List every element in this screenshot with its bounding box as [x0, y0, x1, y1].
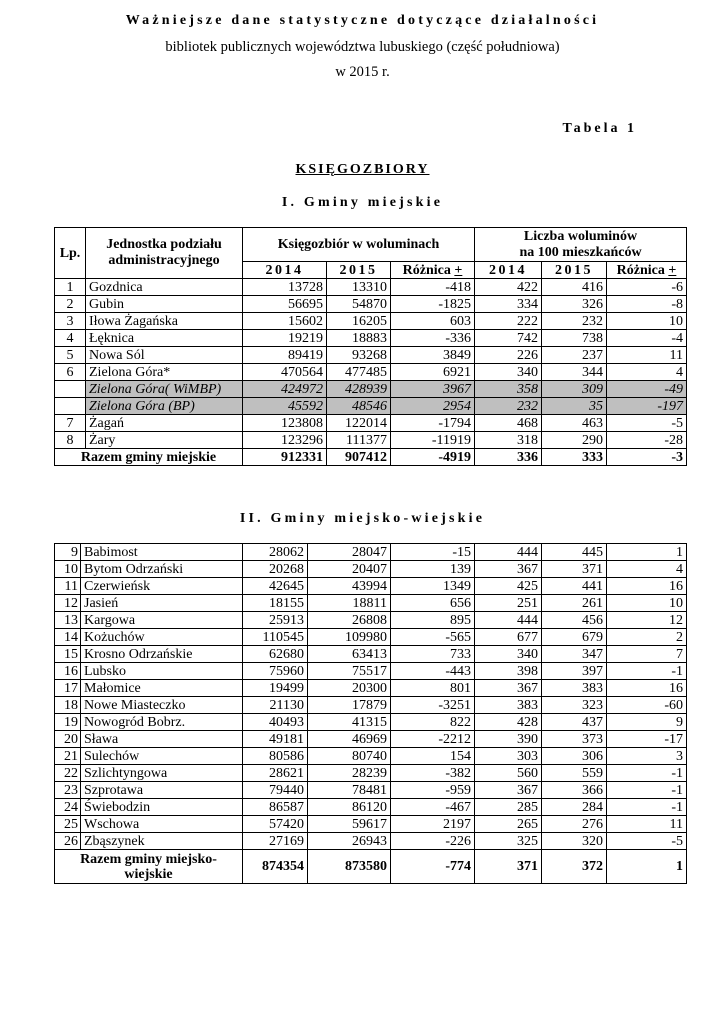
- cell-v2014: 19499: [243, 680, 308, 697]
- cell-name: Żary: [86, 432, 243, 449]
- table-row: [55, 799, 687, 816]
- cell-v2015: 477485: [327, 364, 391, 381]
- cell-pdiff: 11: [607, 347, 687, 364]
- cell-name: Babimost: [81, 544, 243, 561]
- cell-p2014: 560: [475, 765, 542, 782]
- table-total-row: [55, 449, 687, 466]
- cell-name: Zielona Góra( WiMBP): [86, 381, 243, 398]
- cell-p2014: 468: [475, 415, 542, 432]
- cell-p2014: 367: [475, 782, 542, 799]
- table-row: [55, 680, 687, 697]
- cell-v2015: 46969: [308, 731, 391, 748]
- cell-lp: 1: [55, 279, 86, 296]
- cell-lp: 17: [55, 680, 81, 697]
- cell-v2014: 79440: [243, 782, 308, 799]
- cell-name: Szprotawa: [81, 782, 243, 799]
- cell-v2015: 122014: [327, 415, 391, 432]
- cell-v2015: 428939: [327, 381, 391, 398]
- col-header-p2014: 2014: [475, 262, 542, 279]
- cell-lp: 9: [55, 544, 81, 561]
- cell-total-pdiff: -3: [607, 449, 687, 466]
- table-row: [55, 561, 687, 578]
- cell-vdiff: 154: [391, 748, 475, 765]
- cell-v2014: 49181: [243, 731, 308, 748]
- cell-vdiff: 139: [391, 561, 475, 578]
- cell-p2015: 261: [542, 595, 607, 612]
- cell-v2014: 57420: [243, 816, 308, 833]
- table-row: [55, 578, 687, 595]
- cell-v2015: 28047: [308, 544, 391, 561]
- cell-lp: 23: [55, 782, 81, 799]
- cell-p2014: 251: [475, 595, 542, 612]
- col-header-lp: Lp.: [55, 228, 86, 279]
- cell-lp: [55, 381, 86, 398]
- cell-p2014: 318: [475, 432, 542, 449]
- cell-v2014: 18155: [243, 595, 308, 612]
- cell-vdiff: -959: [391, 782, 475, 799]
- cell-lp: 8: [55, 432, 86, 449]
- table-row: [55, 313, 687, 330]
- cell-p2014: 232: [475, 398, 542, 415]
- cell-vdiff: -336: [391, 330, 475, 347]
- table-row: [55, 595, 687, 612]
- cell-p2014: 444: [475, 544, 542, 561]
- cell-name: Świebodzin: [81, 799, 243, 816]
- cell-v2014: 75960: [243, 663, 308, 680]
- cell-pdiff: 16: [607, 578, 687, 595]
- table-row: [55, 833, 687, 850]
- cell-total-v2015: 873580: [308, 850, 391, 884]
- cell-v2014: 42645: [243, 578, 308, 595]
- cell-v2014: 62680: [243, 646, 308, 663]
- cell-v2014: 21130: [243, 697, 308, 714]
- cell-p2015: 441: [542, 578, 607, 595]
- cell-v2014: 56695: [243, 296, 327, 313]
- cell-v2014: 28621: [243, 765, 308, 782]
- col-header-vdiff-pm: +: [454, 262, 463, 278]
- cell-p2015: 397: [542, 663, 607, 680]
- cell-total-p2014: 371: [475, 850, 542, 884]
- cell-pdiff: 7: [607, 646, 687, 663]
- cell-name: Zielona Góra (BP): [86, 398, 243, 415]
- cell-p2014: 285: [475, 799, 542, 816]
- cell-p2015: 320: [542, 833, 607, 850]
- cell-lp: 25: [55, 816, 81, 833]
- cell-v2014: 89419: [243, 347, 327, 364]
- cell-v2014: 123296: [243, 432, 327, 449]
- cell-v2014: 13728: [243, 279, 327, 296]
- cell-p2014: 334: [475, 296, 542, 313]
- cell-lp: 11: [55, 578, 81, 595]
- cell-lp: [55, 398, 86, 415]
- cell-name: Czerwieńsk: [81, 578, 243, 595]
- cell-lp: 5: [55, 347, 86, 364]
- cell-v2015: 18811: [308, 595, 391, 612]
- cell-pdiff: 16: [607, 680, 687, 697]
- cell-name: Małomice: [81, 680, 243, 697]
- cell-total-v2015: 907412: [327, 449, 391, 466]
- table-row: [55, 381, 687, 398]
- cell-v2014: 15602: [243, 313, 327, 330]
- cell-p2014: 422: [475, 279, 542, 296]
- table-row: [55, 748, 687, 765]
- cell-lp: 7: [55, 415, 86, 432]
- cell-p2014: 303: [475, 748, 542, 765]
- cell-pdiff: 12: [607, 612, 687, 629]
- cell-lp: 15: [55, 646, 81, 663]
- cell-v2014: 45592: [243, 398, 327, 415]
- col-header-v2015: 2015: [327, 262, 391, 279]
- cell-name: Bytom Odrzański: [81, 561, 243, 578]
- cell-name: Iłowa Żagańska: [86, 313, 243, 330]
- table-row: [55, 415, 687, 432]
- cell-pdiff: 4: [607, 364, 687, 381]
- cell-v2014: 20268: [243, 561, 308, 578]
- cell-name: Nowogród Bobrz.: [81, 714, 243, 731]
- cell-v2014: 424972: [243, 381, 327, 398]
- cell-pdiff: -6: [607, 279, 687, 296]
- cell-v2015: 43994: [308, 578, 391, 595]
- cell-v2014: 123808: [243, 415, 327, 432]
- cell-total-label: Razem gminy miejskie: [55, 449, 243, 466]
- cell-lp: 4: [55, 330, 86, 347]
- cell-p2014: 222: [475, 313, 542, 330]
- table-row: [55, 544, 687, 561]
- col-header-pdiff-pm: +: [668, 262, 677, 278]
- cell-vdiff: -1794: [391, 415, 475, 432]
- table-row: [55, 816, 687, 833]
- table-row: [55, 697, 687, 714]
- cell-v2015: 75517: [308, 663, 391, 680]
- cell-p2015: 559: [542, 765, 607, 782]
- cell-pdiff: 10: [607, 313, 687, 330]
- cell-p2014: 677: [475, 629, 542, 646]
- cell-p2015: 738: [542, 330, 607, 347]
- cell-v2015: 28239: [308, 765, 391, 782]
- cell-vdiff: -443: [391, 663, 475, 680]
- cell-name: Jasień: [81, 595, 243, 612]
- col-header-v2014: 2014: [243, 262, 327, 279]
- cell-lp: 16: [55, 663, 81, 680]
- cell-p2014: 340: [475, 646, 542, 663]
- cell-vdiff: 733: [391, 646, 475, 663]
- cell-p2014: 742: [475, 330, 542, 347]
- table-row: [55, 646, 687, 663]
- cell-lp: 10: [55, 561, 81, 578]
- cell-lp: 12: [55, 595, 81, 612]
- table-label: Tabela 1: [562, 121, 637, 136]
- cell-vdiff: -226: [391, 833, 475, 850]
- col-header-unit: Jednostka podziału administracyjnego: [86, 228, 243, 279]
- cell-p2015: 290: [542, 432, 607, 449]
- cell-vdiff: -1825: [391, 296, 475, 313]
- cell-p2015: 306: [542, 748, 607, 765]
- cell-v2014: 80586: [243, 748, 308, 765]
- cell-lp: 24: [55, 799, 81, 816]
- cell-p2015: 232: [542, 313, 607, 330]
- cell-vdiff: 603: [391, 313, 475, 330]
- cell-total-label: Razem gminy miejsko-wiejskie: [55, 850, 243, 884]
- cell-p2015: 309: [542, 381, 607, 398]
- cell-pdiff: -17: [607, 731, 687, 748]
- cell-p2015: 445: [542, 544, 607, 561]
- cell-p2014: 367: [475, 680, 542, 697]
- cell-name: Wschowa: [81, 816, 243, 833]
- cell-lp: 2: [55, 296, 86, 313]
- cell-p2014: 367: [475, 561, 542, 578]
- cell-name: Sława: [81, 731, 243, 748]
- cell-p2014: 383: [475, 697, 542, 714]
- cell-lp: 22: [55, 765, 81, 782]
- cell-vdiff: -15: [391, 544, 475, 561]
- cell-p2015: 284: [542, 799, 607, 816]
- cell-pdiff: 10: [607, 595, 687, 612]
- cell-vdiff: 656: [391, 595, 475, 612]
- col-header-per100-line1: Liczba woluminów: [523, 228, 638, 244]
- cell-p2015: 463: [542, 415, 607, 432]
- cell-pdiff: -4: [607, 330, 687, 347]
- cell-pdiff: 4: [607, 561, 687, 578]
- cell-p2014: 226: [475, 347, 542, 364]
- cell-vdiff: -3251: [391, 697, 475, 714]
- cell-p2014: 398: [475, 663, 542, 680]
- cell-v2014: 25913: [243, 612, 308, 629]
- cell-pdiff: 2: [607, 629, 687, 646]
- cell-v2015: 93268: [327, 347, 391, 364]
- cell-vdiff: -2212: [391, 731, 475, 748]
- cell-p2015: 416: [542, 279, 607, 296]
- cell-name: Zielona Góra*: [86, 364, 243, 381]
- cell-p2014: 425: [475, 578, 542, 595]
- cell-pdiff: -8: [607, 296, 687, 313]
- cell-total-p2015: 333: [542, 449, 607, 466]
- cell-pdiff: -28: [607, 432, 687, 449]
- cell-name: Kargowa: [81, 612, 243, 629]
- cell-pdiff: -1: [607, 663, 687, 680]
- cell-v2015: 41315: [308, 714, 391, 731]
- cell-v2014: 19219: [243, 330, 327, 347]
- cell-v2015: 48546: [327, 398, 391, 415]
- table-row: [55, 398, 687, 415]
- col-header-pdiff: [607, 262, 687, 279]
- table-row: [55, 731, 687, 748]
- cell-lp: 19: [55, 714, 81, 731]
- cell-name: Sulechów: [81, 748, 243, 765]
- col-header-vdiff: [391, 262, 475, 279]
- cell-v2015: 109980: [308, 629, 391, 646]
- cell-v2015: 59617: [308, 816, 391, 833]
- table-row: [55, 765, 687, 782]
- document-subtitle: bibliotek publicznych województwa lubuskiego (część południowa): [165, 39, 560, 55]
- col-header-per100: [475, 228, 687, 262]
- cell-v2015: 20300: [308, 680, 391, 697]
- cell-p2014: 358: [475, 381, 542, 398]
- table-row: [55, 432, 687, 449]
- cell-lp: 14: [55, 629, 81, 646]
- cell-p2015: 373: [542, 731, 607, 748]
- cell-v2015: 13310: [327, 279, 391, 296]
- cell-p2015: 326: [542, 296, 607, 313]
- cell-pdiff: -49: [607, 381, 687, 398]
- cell-name: Zbąszynek: [81, 833, 243, 850]
- cell-v2014: 27169: [243, 833, 308, 850]
- document-year: w 2015 r.: [335, 64, 390, 80]
- cell-v2015: 86120: [308, 799, 391, 816]
- cell-lp: 18: [55, 697, 81, 714]
- cell-name: Krosno Odrzańskie: [81, 646, 243, 663]
- cell-pdiff: 1: [607, 544, 687, 561]
- cell-name: Nowe Miasteczko: [81, 697, 243, 714]
- cell-total-pdiff: 1: [607, 850, 687, 884]
- cell-p2015: 276: [542, 816, 607, 833]
- cell-v2015: 63413: [308, 646, 391, 663]
- section-title-urban-rural: II. Gminy miejsko-wiejskie: [239, 511, 486, 526]
- cell-name: Żagań: [86, 415, 243, 432]
- cell-v2015: 17879: [308, 697, 391, 714]
- cell-name: Nowa Sól: [86, 347, 243, 364]
- cell-vdiff: 1349: [391, 578, 475, 595]
- cell-pdiff: -1: [607, 799, 687, 816]
- cell-p2014: 325: [475, 833, 542, 850]
- table-row: [55, 629, 687, 646]
- cell-vdiff: -418: [391, 279, 475, 296]
- cell-v2015: 26943: [308, 833, 391, 850]
- col-header-per100-line2: na 100 mieszkańców: [519, 244, 642, 260]
- cell-p2015: 35: [542, 398, 607, 415]
- cell-p2015: 456: [542, 612, 607, 629]
- table-row: [55, 330, 687, 347]
- cell-vdiff: 3967: [391, 381, 475, 398]
- cell-p2015: 371: [542, 561, 607, 578]
- cell-p2014: 340: [475, 364, 542, 381]
- table-row: [55, 347, 687, 364]
- table-row: [55, 279, 687, 296]
- cell-vdiff: 3849: [391, 347, 475, 364]
- col-header-pdiff-label: Różnica: [616, 262, 669, 278]
- cell-pdiff: -60: [607, 697, 687, 714]
- cell-v2014: 28062: [243, 544, 308, 561]
- table-row: [55, 714, 687, 731]
- cell-lp: 20: [55, 731, 81, 748]
- cell-vdiff: -11919: [391, 432, 475, 449]
- table-row: [55, 782, 687, 799]
- cell-name: Gozdnica: [86, 279, 243, 296]
- cell-vdiff: -382: [391, 765, 475, 782]
- cell-v2015: 111377: [327, 432, 391, 449]
- cell-p2014: 428: [475, 714, 542, 731]
- cell-p2015: 323: [542, 697, 607, 714]
- cell-p2015: 347: [542, 646, 607, 663]
- cell-v2015: 26808: [308, 612, 391, 629]
- cell-vdiff: -565: [391, 629, 475, 646]
- table-urban: [54, 227, 687, 466]
- cell-total-p2015: 372: [542, 850, 607, 884]
- cell-vdiff: 2954: [391, 398, 475, 415]
- table-row: [55, 296, 687, 313]
- cell-name: Łęknica: [86, 330, 243, 347]
- cell-vdiff: 801: [391, 680, 475, 697]
- table-urban-rural: [54, 543, 687, 884]
- cell-lp: 6: [55, 364, 86, 381]
- cell-name: Gubin: [86, 296, 243, 313]
- col-header-volumes: Księgozbiór w woluminach: [243, 228, 475, 262]
- cell-total-vdiff: -774: [391, 850, 475, 884]
- cell-v2015: 78481: [308, 782, 391, 799]
- cell-pdiff: -1: [607, 782, 687, 799]
- cell-v2015: 54870: [327, 296, 391, 313]
- cell-name: Kożuchów: [81, 629, 243, 646]
- cell-v2014: 470564: [243, 364, 327, 381]
- cell-vdiff: -467: [391, 799, 475, 816]
- col-header-p2015: 2015: [542, 262, 607, 279]
- table-row: [55, 364, 687, 381]
- table-row: [55, 663, 687, 680]
- cell-v2015: 16205: [327, 313, 391, 330]
- section-heading: KSIĘGOZBIORY: [295, 162, 430, 177]
- cell-p2015: 437: [542, 714, 607, 731]
- cell-name: Szlichtyngowa: [81, 765, 243, 782]
- cell-vdiff: 895: [391, 612, 475, 629]
- cell-v2015: 18883: [327, 330, 391, 347]
- cell-pdiff: 11: [607, 816, 687, 833]
- cell-v2014: 110545: [243, 629, 308, 646]
- cell-lp: 26: [55, 833, 81, 850]
- cell-p2014: 265: [475, 816, 542, 833]
- col-header-vdiff-label: Różnica: [402, 262, 455, 278]
- cell-total-v2014: 874354: [243, 850, 308, 884]
- cell-p2015: 237: [542, 347, 607, 364]
- cell-v2015: 20407: [308, 561, 391, 578]
- cell-vdiff: 6921: [391, 364, 475, 381]
- cell-pdiff: -5: [607, 833, 687, 850]
- cell-p2015: 383: [542, 680, 607, 697]
- cell-pdiff: 3: [607, 748, 687, 765]
- cell-pdiff: -1: [607, 765, 687, 782]
- cell-p2015: 366: [542, 782, 607, 799]
- cell-p2015: 679: [542, 629, 607, 646]
- cell-p2014: 444: [475, 612, 542, 629]
- table-row: [55, 612, 687, 629]
- cell-vdiff: 822: [391, 714, 475, 731]
- cell-lp: 21: [55, 748, 81, 765]
- document-title: Ważniejsze dane statystyczne dotyczące działalności: [125, 13, 600, 28]
- cell-lp: 13: [55, 612, 81, 629]
- cell-p2014: 390: [475, 731, 542, 748]
- cell-total-p2014: 336: [475, 449, 542, 466]
- cell-v2014: 86587: [243, 799, 308, 816]
- cell-name: Lubsko: [81, 663, 243, 680]
- cell-vdiff: 2197: [391, 816, 475, 833]
- cell-lp: 3: [55, 313, 86, 330]
- cell-pdiff: 9: [607, 714, 687, 731]
- cell-total-v2014: 912331: [243, 449, 327, 466]
- cell-v2015: 80740: [308, 748, 391, 765]
- cell-pdiff: -197: [607, 398, 687, 415]
- cell-v2014: 40493: [243, 714, 308, 731]
- cell-p2015: 344: [542, 364, 607, 381]
- cell-total-vdiff: -4919: [391, 449, 475, 466]
- cell-pdiff: -5: [607, 415, 687, 432]
- section-title-urban: I. Gminy miejskie: [281, 195, 444, 210]
- table-total-row: [55, 850, 687, 884]
